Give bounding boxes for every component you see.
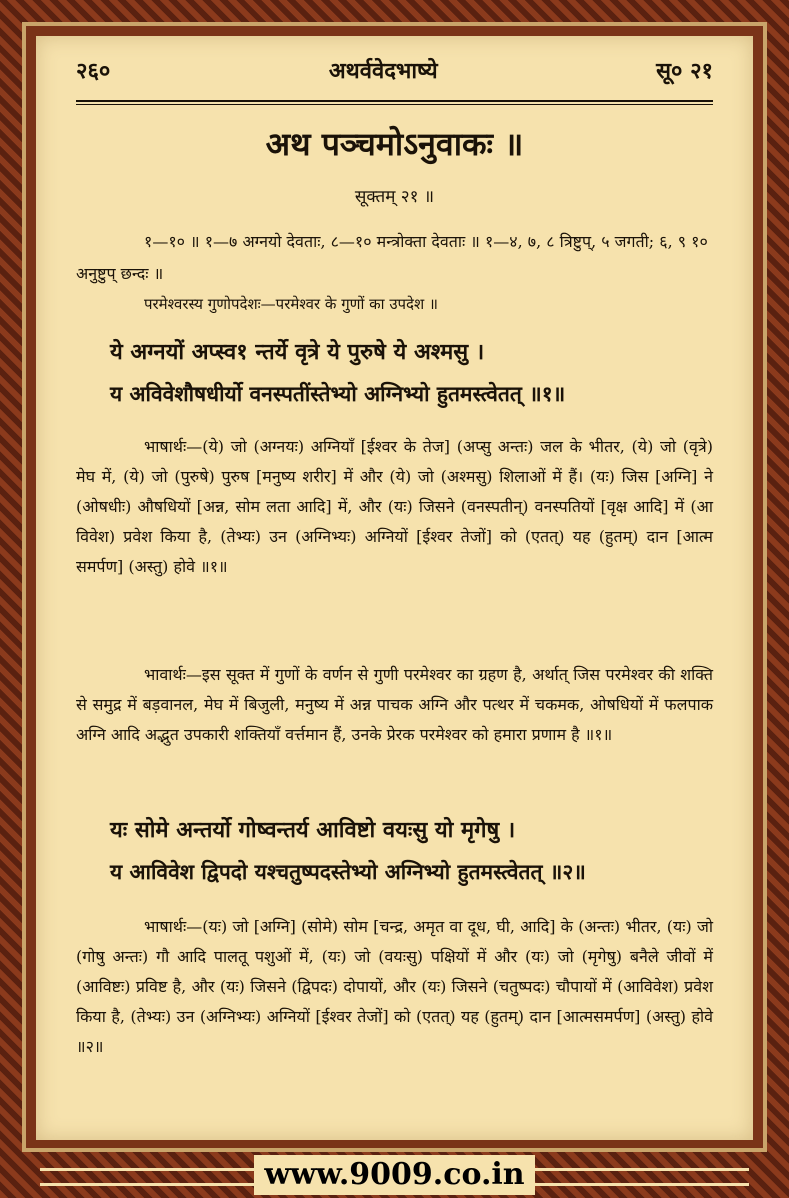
mantra-1-line-2: य अविवेशौषधीर्यो वनस्पतींस्तेभ्यो अग्निभ्यो हुतमस्त्वेतत् ॥१॥ bbox=[110, 381, 566, 406]
sukta-reference: सू० २१ bbox=[656, 58, 713, 84]
bhashartha-2: भाषार्थः—(यः) जो [अग्नि] (सोमे) सोम [चन्द्र, अमृत वा दूध, घी, आदि] के (अन्तः) भीतर, (यः) जो (गोषु अन्तः) गौ आदि पालतू पशुओं में, (यः) जो (वयःसु) पक्षियों में और (यः) जो (मृगेषु) बनैले जीवों में (आविष्टः) प्रविष्ट है, और (यः) जिसने (द्विपदः) दोपायों, और (यः) जिसने (चतुष्पदः) चौपायों में (आविवेश) प्रवेश किया है, (तेभ्यः) उन (अग्निभ्यः) अग्नियों [ईश्वर तेजों] को (एतत्) यह (हुतम्) दान [आत्मसमर्पण] (अस्तु) होवे ॥२॥ bbox=[76, 917, 713, 1056]
topic-line: परमेश्वरस्य गुणोपदेशः—परमेश्वर के गुणों का उपदेश ॥ bbox=[144, 295, 438, 313]
page-number: २६० bbox=[76, 58, 111, 84]
page-header bbox=[76, 50, 713, 90]
bhavartha-1: भावार्थः—इस सूक्त में गुणों के वर्णन से गुणी परमेश्वर का ग्रहण है, अर्थात् जिस परमेश्वर की शक्ति से समुद्र में बड़वानल, मेघ में बिजुली, मनुष्य में अन्न पाचक अग्नि और पत्थर में चकमक, ओषधियों में फलपाक अग्नि आदि अद्भुत उपकारी शक्तियाँ वर्त्तमान हैं, उनके प्रेरक परमेश्वर को हमारा प्रणाम है ॥१॥ bbox=[76, 665, 713, 744]
header-rule-thin bbox=[76, 104, 713, 105]
book-page bbox=[36, 36, 753, 1140]
website-link[interactable]: www.9009.co.in bbox=[254, 1155, 534, 1195]
deity-metre-note: १—१० ॥ १—७ अग्नयो देवताः, ८—१० मन्त्रोक्ता देवताः ॥ १—४, ७, ८ त्रिष्टुप्, ५ जगती; ६, ९ १० अनुष्टुप् छन्दः ॥ bbox=[76, 232, 708, 283]
bhashartha-1: भाषार्थः—(ये) जो (अग्नयः) अग्नियाँ [ईश्वर के तेज] (अप्सु अन्तः) जल के भीतर, (ये) जो (वृत्रे) मेघ में, (ये) जो (पुरुषे) पुरुष [मनुष्य शरीर] में और (ये) जो (अश्मसु) शिलाओं में हैं। (यः) जिस [अग्नि] ने (ओषधीः) औषधियों [अन्न, सोम लता आदि] में, और (यः) जिसने (वनस्पतीन्) वनस्पतियों [वृक्ष आदि] में (आ विवेश) प्रवेश किया है, (तेभ्यः) उन (अग्निभ्यः) अग्नियों [ईश्वर तेजों] को (एतत्) यह (हुतम्) दान [आत्म समर्पण] (अस्तु) होवे ॥१॥ bbox=[76, 437, 713, 576]
header-rule bbox=[76, 100, 713, 102]
footer-bar bbox=[0, 1152, 789, 1198]
mantra-2-line-1: यः सोमे अन्तर्यो गोष्वन्तर्य आविष्टो वयःसु यो मृगेषु । bbox=[110, 817, 516, 843]
book-title: अथर्ववेदभाष्ये bbox=[328, 58, 438, 84]
mantra-1-line-1: ये अग्नयों अप्स्व१ न्तर्ये वृत्रे ये पुरुषे ये अश्मसु । bbox=[110, 339, 485, 365]
mantra-2-line-2: य आविवेश द्विपदो यश्चतुष्पदस्तेभ्यो अग्निभ्यो हुतमस्त्वेतत् ॥२॥ bbox=[110, 859, 586, 884]
section-title: अथ पञ्चमोऽनुवाकः ॥ bbox=[265, 125, 524, 163]
sukta-heading: सूक्तम् २१ ॥ bbox=[354, 187, 435, 207]
